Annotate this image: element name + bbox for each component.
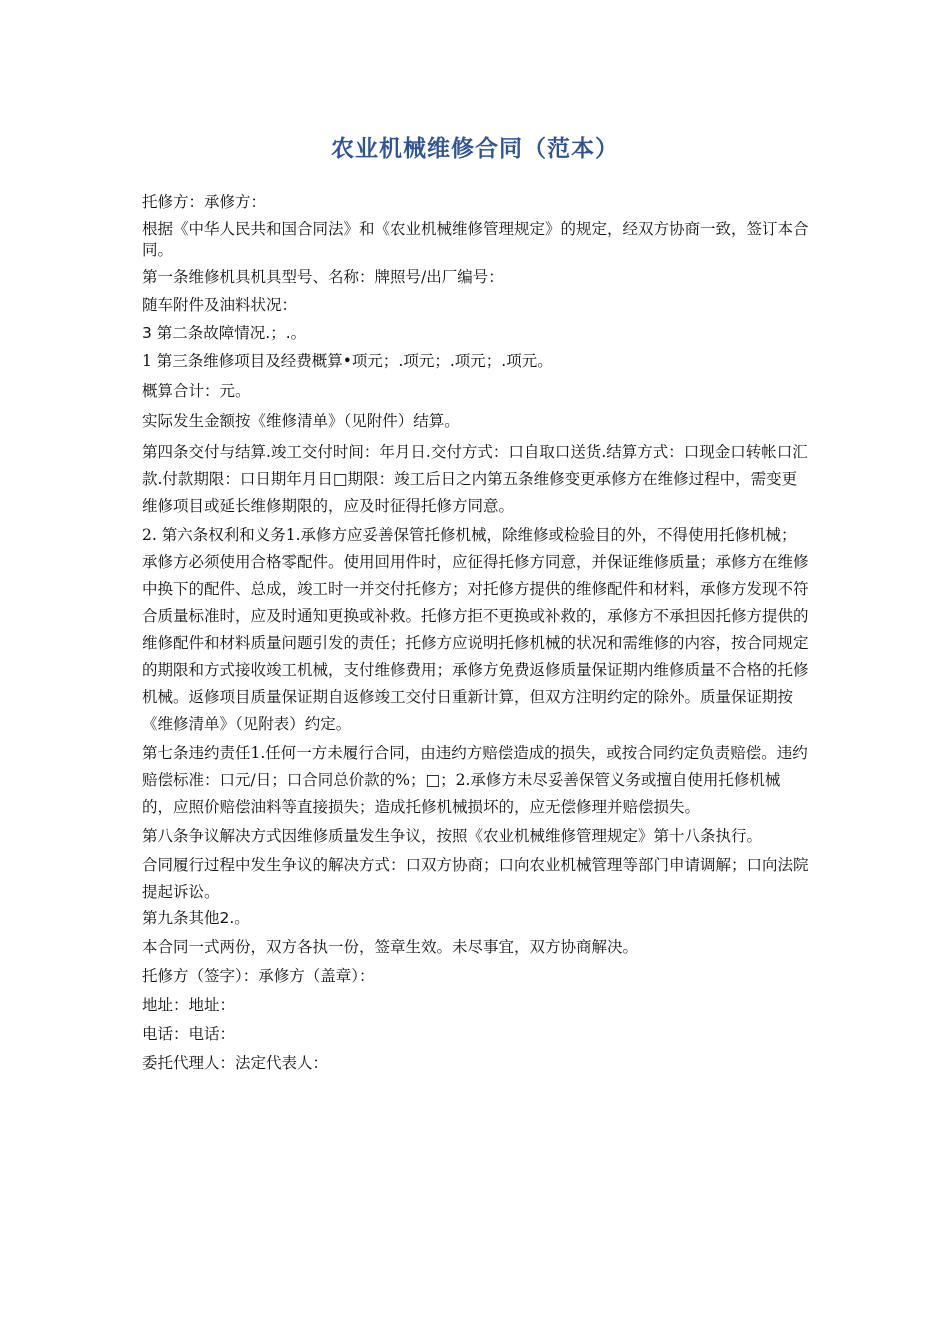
article-9-paragraph: 第九条其他2.。 [142, 909, 250, 927]
estimate-total-paragraph: 概算合计：元。 [142, 382, 251, 400]
actual-amount-paragraph: 实际发生金额按《维修清单》（见附件）结算。 [142, 412, 460, 430]
article-4-5-paragraph: 第四条交付与结算.竣工交付时间：年月日.交付方式：口自取口送货.结算方式：口现金口转帐口汇款.付款期限：口日期年月日□期限：竣工后日之内第五条维修变更承修方在维修过程中，需变更维修项目或延长维修期限的，应及时征得托修方同意。 [142, 443, 808, 515]
article-2-paragraph: 3 第二条故障情况.；.。 [142, 324, 307, 342]
parties-line: 托修方：承修方： [142, 193, 267, 211]
article-7-paragraph: 第七条违约责任1.任何一方未履行合同，由违约方赔偿造成的损失，或按合同约定负责赔偿。违约赔偿标准：口元/日；口合同总价款的%；□；2.承修方未尽妥善保管义务或擅自使用托修机械的，应照价赔偿油料等直接损失；造成托修机械损坏的，应无偿修理并赔偿损失。 [142, 744, 808, 816]
document-body [142, 192, 810, 1074]
article-6-paragraph: 2. 第六条权利和义务1.承修方应妥善保管托修机械，除维修或检验目的外，不得使用托修机械；承修方必须使用合格零配件。使用回用件时，应征得托修方同意，并保证维修质量；承修方在维修中换下的配件、总成，竣工时一并交付托修方；对托修方提供的维修配件和材料，承修方发现不符合质量标准时，应及时通知更换或补救。托修方拒不更换或补救的，承修方不承担因托修方提供的维修配件和材料质量问题引发的责任；托修方应说明托修机械的状况和需维修的内容，按合同规定的期限和方式接收竣工机械，支付维修费用；承修方免费返修质量保证期内维修质量不合格的托修机械。返修项目质量保证期自返修竣工交付日重新计算，但双方注明约定的除外。质量保证期按《维修清单》（见附表）约定。 [142, 526, 809, 733]
dispute-resolution-paragraph: 合同履行过程中发生争议的解决方式：口双方协商；口向农业机械管理等部门申请调解；口向法院提起诉讼。 [142, 856, 809, 901]
phone-line: 电话：电话： [142, 1025, 236, 1043]
document-title: 农业机械维修合同（范本） [331, 136, 619, 162]
article-1-paragraph: 第一条维修机具机具型号、名称：牌照号/出厂编号： [142, 268, 504, 286]
signature-line: 托修方（签字）：承修方（盖章）： [142, 967, 375, 985]
accessories-paragraph: 随车附件及油料状况： [142, 296, 298, 314]
agent-line: 委托代理人：法定代表人： [142, 1054, 329, 1072]
address-line: 地址：地址： [142, 996, 236, 1014]
article-3-paragraph: 1 第三条维修项目及经费概算•项元；.项元；.项元；.项元。 [142, 352, 553, 370]
preamble-paragraph: 根据《中华人民共和国合同法》和《农业机械维修管理规定》的规定，经双方协商一致，签订本合同。 [142, 220, 809, 259]
article-8-paragraph: 第八条争议解决方式因维修质量发生争议，按照《农业机械维修管理规定》第十八条执行。 [142, 827, 763, 845]
copies-paragraph: 本合同一式两份，双方各执一份，签章生效。未尽事宜，双方协商解决。 [142, 938, 639, 956]
